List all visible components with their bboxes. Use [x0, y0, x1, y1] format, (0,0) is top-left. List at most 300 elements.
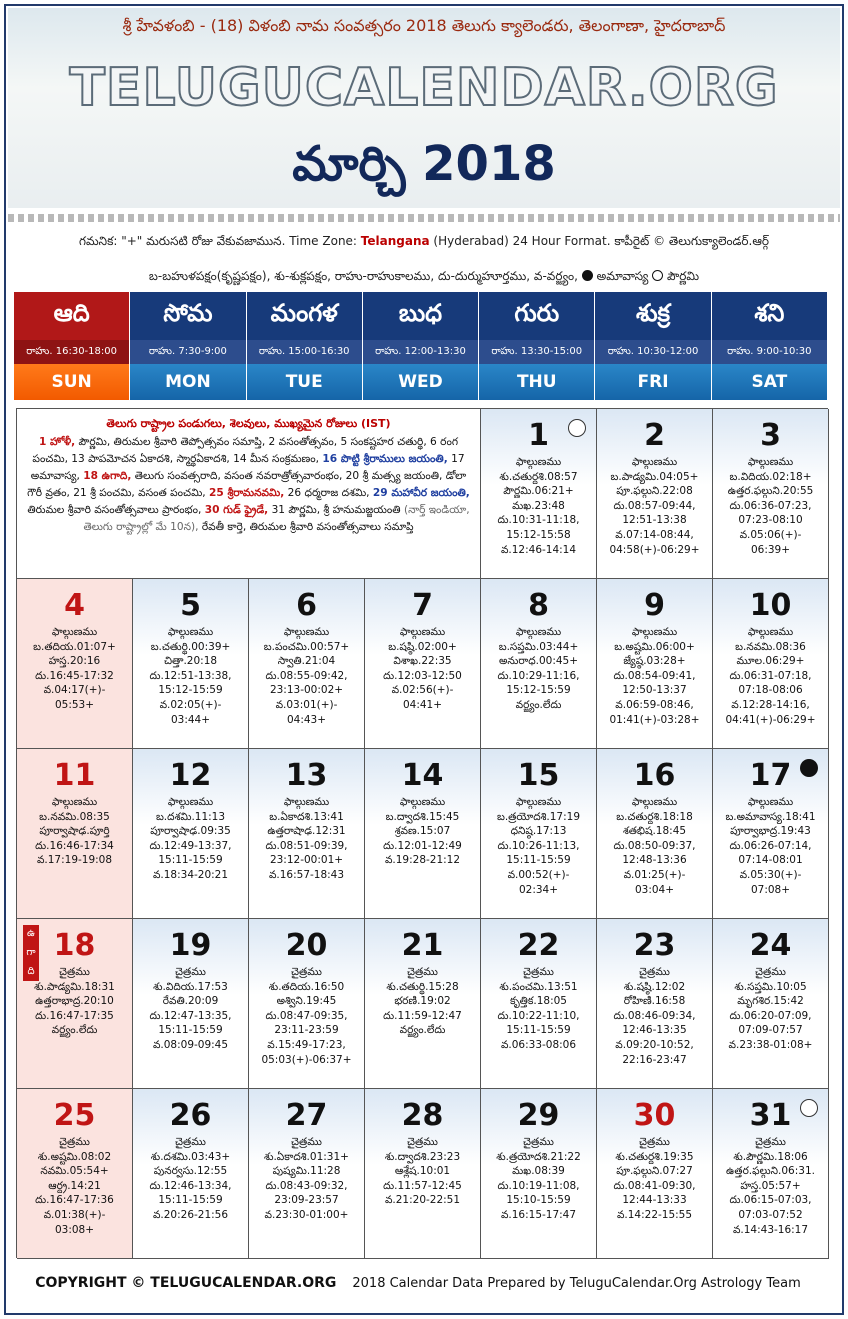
weekday-column: [363, 292, 479, 400]
panchang-line: బ.పాడ్యమి.04:05+: [610, 470, 699, 483]
panchang-details: [133, 625, 248, 727]
panchang-line: ఫాల్గుణము: [283, 626, 330, 638]
panchang-line: దు.06:15-07:03,: [729, 1194, 812, 1207]
full-moon-icon: [800, 1099, 818, 1117]
day-number: 13: [285, 758, 328, 793]
weekday-eng: MON: [130, 364, 245, 400]
panchang-line: దు.12:01-12:49: [383, 839, 462, 852]
panchang-line: 01:41(+)-03:28+: [609, 713, 700, 726]
weekday-column: [479, 292, 595, 400]
panchang-line: బ.అష్టమి.06:00+: [614, 640, 695, 653]
day-cell[interactable]: [249, 749, 365, 919]
day-number: 15: [517, 758, 560, 793]
panchang-line: బ.షష్ఠి.02:00+: [388, 640, 457, 653]
new-moon-icon: [800, 759, 818, 777]
panchang-details: [481, 795, 596, 897]
panchang-details: [597, 1135, 712, 1223]
weekday-tel: మంగళ: [247, 292, 362, 340]
day-number: 31: [749, 1098, 792, 1133]
panchang-line: ఫాల్గుణము: [167, 626, 214, 638]
ornament-divider: [8, 214, 840, 222]
panchang-line: శ్రవణ.15:07: [394, 825, 451, 838]
panchang-line: బ.సప్తమి.03:44+: [498, 640, 579, 653]
day-cell[interactable]: [133, 749, 249, 919]
day-number: 2: [644, 418, 665, 453]
day-cell[interactable]: [481, 919, 597, 1089]
panchang-line: పూర్వాషాఢ.పూర్తి: [39, 825, 110, 838]
panchang-line: దు.06:26-07:14,: [729, 839, 812, 852]
weekday-rahu: రాహు. 15:00-16:30: [247, 340, 362, 364]
panchang-line: మఖ.08:39: [512, 1165, 565, 1178]
weekday-tel: ఆది: [14, 292, 129, 340]
panchang-line: ఉత్తర.ఫల్గుని.06:31.: [726, 1165, 815, 1178]
panchang-line: ఆర్ద్ర.14:21: [48, 1179, 101, 1192]
panchang-details: [713, 795, 828, 897]
panchang-line: చైత్రము: [175, 1136, 206, 1148]
day-cell[interactable]: [17, 749, 133, 919]
panchang-line: హస్త.20:16: [48, 655, 101, 668]
panchang-line: మూల.06:29+: [736, 655, 805, 668]
panchang-line: దు.12:47-13:35,: [149, 1009, 232, 1022]
panchang-line: వ.12:28-14:16,: [731, 698, 810, 711]
panchang-line: వ.17:19-19:08: [36, 854, 113, 867]
panchang-line: దు.08:54-09:41,: [613, 669, 696, 682]
panchang-line: వ.20:26-21:56: [152, 1208, 229, 1221]
panchang-line: వ.09:20-10:52,: [615, 1038, 694, 1051]
new-moon-icon: [582, 270, 593, 281]
panchang-line: ఫాల్గుణము: [747, 626, 794, 638]
panchang-line: దు.16:47-17:35: [35, 1009, 114, 1022]
panchang-line: పునర్వసు.12:55: [153, 1165, 228, 1178]
ugadi-badge: [23, 925, 39, 981]
panchang-line: ఫాల్గుణము: [51, 626, 98, 638]
panchang-line: 23:09-23:57: [274, 1194, 339, 1207]
panchang-line: 07:14-08:01: [738, 854, 803, 867]
day-number: 20: [285, 928, 328, 963]
panchang-line: 15:12-15:59: [158, 684, 223, 697]
panchang-details: [713, 625, 828, 727]
panchang-details: [597, 455, 712, 557]
panchang-line: వ.18:34-20:21: [152, 868, 229, 881]
day-number: 1: [528, 418, 549, 453]
panchang-line: ఫాల్గుణము: [167, 796, 214, 808]
panchang-line: వ.06:33-08:06: [500, 1038, 577, 1051]
panchang-line: దు.08:50-09:37,: [613, 839, 696, 852]
panchang-line: వ.08:09-09:45: [152, 1038, 229, 1051]
legend-text: బ-బహుళపక్షం(కృష్ణపక్షం), శు-శుక్లపక్షం, రాహు-రాహుకాలము, దు-దుర్ముహూర్తము, వ-వర్జ్యం,: [148, 269, 578, 283]
panchang-details: [365, 965, 480, 1038]
festival-ugadi: 18 ఉగాది,: [83, 470, 132, 482]
day-number: 29: [517, 1098, 560, 1133]
panchang-line: శు.దశమి.03:43+: [150, 1150, 231, 1163]
day-cell[interactable]: [365, 1089, 481, 1259]
day-number: 3: [760, 418, 781, 453]
panchang-line: దు.08:46-09:34,: [613, 1009, 696, 1022]
panchang-line: పూ.ఫల్గుని.22:08: [616, 485, 693, 498]
panchang-line: దు.11:59-12:47: [383, 1009, 462, 1022]
panchang-line: దు.10:26-11:13,: [497, 839, 580, 852]
weekday-eng: THU: [479, 364, 594, 400]
panchang-line: 15:11-15:59: [506, 854, 571, 867]
day-number: 24: [749, 928, 792, 963]
weekday-tel: శని: [712, 292, 827, 340]
day-cell[interactable]: [133, 919, 249, 1089]
panchang-details: [133, 795, 248, 883]
day-cell[interactable]: [17, 1089, 133, 1259]
panchang-line: దు.12:49-13:37,: [149, 839, 232, 852]
festival-potti-sriramulu: 16 పొట్టి శ్రీరాములు జయంతి,: [322, 453, 448, 465]
day-number: 28: [401, 1098, 444, 1133]
day-cell[interactable]: [481, 579, 597, 749]
panchang-line: పౌర్ణమి.06:21+: [503, 485, 574, 498]
day-cell[interactable]: [249, 1089, 365, 1259]
panchang-details: [249, 965, 364, 1067]
panchang-line: చైత్రము: [639, 966, 670, 978]
panchang-line: 02:34+: [518, 883, 559, 896]
telugu-year-title: శ్రీ హేవళంబి - (18) విళంబి నామ సంవత్సరం 2018 తెలుగు క్యాలెండరు, తెలంగాణా, హైదరాబాద్: [122, 16, 726, 35]
panchang-line: ధనిష్ఠ.17:13: [510, 825, 567, 838]
panchang-line: శు.చతుర్దశి.19:35: [615, 1150, 694, 1163]
panchang-line: దు.12:03-12:50: [383, 669, 462, 682]
panchang-line: వర్జ్యం.లేదు: [515, 698, 562, 711]
panchang-line: ఫాల్గుణము: [747, 796, 794, 808]
day-number: 23: [633, 928, 676, 963]
panchang-details: [481, 625, 596, 713]
day-number: 16: [633, 758, 676, 793]
panchang-line: 07:03-07:52: [738, 1208, 803, 1221]
panchang-line: 07:09-07:57: [738, 1024, 803, 1037]
ugadi-letter: ది: [27, 965, 35, 977]
festival-sri-rama-navami: 25 శ్రీరామనవమి,: [209, 487, 285, 499]
panchang-details: [713, 965, 828, 1053]
panchang-line: శు.తదియ.16:50: [268, 980, 345, 993]
day-cell[interactable]: [365, 579, 481, 749]
panchang-line: శు.పంచమి.13:51: [499, 980, 578, 993]
ugadi-letter: ఉ: [27, 928, 35, 940]
panchang-line: చిత్తా.20:18: [163, 655, 218, 668]
panchang-line: జ్యేష్ఠ.03:28+: [623, 655, 686, 668]
day-cell[interactable]: [597, 1089, 713, 1259]
panchang-line: 15:11-15:59: [158, 854, 223, 867]
day-number: 4: [64, 588, 85, 623]
panchang-line: దు.08:47-09:35,: [265, 1009, 348, 1022]
day-number: 27: [285, 1098, 328, 1133]
panchang-line: శు.విదియ.17:53: [153, 980, 228, 993]
panchang-line: 05:03(+)-06:37+: [261, 1053, 352, 1066]
panchang-line: చైత్రము: [755, 1136, 786, 1148]
panchang-line: దు.10:22-11:10,: [497, 1009, 580, 1022]
panchang-line: వ.01:25(+)-: [623, 868, 686, 881]
panchang-details: [249, 795, 364, 883]
panchang-line: 15:11-15:59: [158, 1024, 223, 1037]
panchang-line: బ.నవమి.08:36: [735, 640, 806, 653]
day-number: 11: [53, 758, 96, 793]
day-number: 9: [644, 588, 665, 623]
panchang-line: చైత్రము: [523, 966, 554, 978]
weekday-column: [712, 292, 828, 400]
panchang-line: చైత్రము: [755, 966, 786, 978]
panchang-line: చైత్రము: [59, 1136, 90, 1148]
panchang-line: మృగశిర.15:42: [737, 995, 804, 1008]
day-cell[interactable]: [713, 749, 829, 919]
day-cell[interactable]: [713, 579, 829, 749]
panchang-line: వ.21:20-22:51: [384, 1194, 461, 1207]
panchang-line: 07:08+: [750, 883, 791, 896]
day-number: 12: [169, 758, 212, 793]
panchang-line: బ.అమావాస్య.18:41: [725, 810, 816, 823]
panchang-line: 03:08+: [54, 1223, 95, 1236]
panchang-line: దు.08:51-09:39,: [265, 839, 348, 852]
panchang-details: [365, 625, 480, 713]
panchang-line: ఫాల్గుణము: [51, 796, 98, 808]
day-number: 10: [749, 588, 792, 623]
panchang-line: ఉత్తరాభాద్ర.20:10: [35, 995, 114, 1008]
weekday-rahu: రాహు. 9:00-10:30: [712, 340, 827, 364]
festival-good-friday: 30 గుడ్ ఫ్రైడే,: [204, 504, 269, 516]
panchang-line: దు.10:19-11:08,: [497, 1179, 580, 1192]
day-number: 30: [633, 1098, 676, 1133]
panchang-line: వ.23:38-01:08+: [728, 1038, 813, 1051]
panchang-line: దు.10:31-11:18,: [497, 514, 580, 527]
panchang-line: 07:23-08:10: [738, 514, 803, 527]
panchang-line: చైత్రము: [407, 966, 438, 978]
panchang-details: [481, 965, 596, 1053]
panchang-line: 15:12-15:58: [506, 528, 571, 541]
day-cell[interactable]: [365, 919, 481, 1089]
weekday-rahu: రాహు. 12:00-13:30: [363, 340, 478, 364]
weekday-eng: WED: [363, 364, 478, 400]
panchang-line: రోహిణి.16:58: [623, 995, 686, 1008]
panchang-line: శు.పాడ్యమి.18:31: [34, 980, 115, 993]
day-number: 6: [296, 588, 317, 623]
panchang-line: దు.06:36-07:23,: [729, 499, 812, 512]
panchang-line: శతభిష.18:45: [622, 825, 687, 838]
timezone-note: [6, 234, 842, 251]
panchang-line: దు.11:57-12:45: [383, 1179, 462, 1192]
panchang-line: బ.ద్వాదశి.15:45: [385, 810, 460, 823]
panchang-details: [713, 455, 828, 557]
panchang-line: శు.త్రయోదశి.21:22: [496, 1150, 581, 1163]
panchang-line: 22:16-23:47: [622, 1053, 687, 1066]
festival-text: తెలుగు సంవత్సరాది, వసంత నవరాత్రోత్సవారంభం, 20 శ్రీ మత్స్య జయంతి, డోలా గౌరీ వ్రతం, 21 శ్రీ పంచమి, వసంత పంచమి,: [27, 470, 467, 499]
day-cell[interactable]: [597, 579, 713, 749]
panchang-line: బ.చతుర్దశి.18:18: [616, 810, 693, 823]
day-number: 25: [53, 1098, 96, 1133]
panchang-line: చైత్రము: [407, 1136, 438, 1148]
panchang-line: చైత్రము: [291, 966, 322, 978]
panchang-line: 06:39+: [750, 543, 791, 556]
panchang-details: [17, 625, 132, 713]
panchang-line: 15:11-15:59: [158, 1194, 223, 1207]
panchang-line: 23:12-00:01+: [269, 854, 344, 867]
panchang-details: [17, 1135, 132, 1237]
panchang-line: వ.14:43-16:17: [732, 1223, 809, 1236]
weekday-rahu: రాహు. 10:30-12:00: [595, 340, 710, 364]
weekday-tel: బుధ: [363, 292, 478, 340]
panchang-line: శు.షష్ఠి.12:02: [623, 980, 686, 993]
weekday-eng: TUE: [247, 364, 362, 400]
day-cell[interactable]: [713, 919, 829, 1089]
calendar-grid: [16, 408, 828, 1258]
day-cell[interactable]: [249, 579, 365, 749]
panchang-line: 12:51-13:38: [622, 514, 687, 527]
panchang-line: బ.నవమి.08:35: [39, 810, 110, 823]
panchang-details: [17, 795, 132, 868]
day-cell[interactable]: [481, 409, 597, 579]
panchang-line: వ.05:30(+)-: [739, 868, 802, 881]
panchang-line: దు.16:46-17:34: [35, 839, 114, 852]
day-cell[interactable]: [713, 409, 829, 579]
weekday-tel: శుక్ర: [595, 292, 710, 340]
panchang-line: 04:43+: [286, 713, 327, 726]
panchang-line: వ.00:52(+)-: [507, 868, 570, 881]
panchang-line: పూర్వాభాద్ర.19:43: [730, 825, 811, 838]
panchang-line: కృత్తిక.18:05: [510, 995, 567, 1008]
day-cell[interactable]: [597, 919, 713, 1089]
panchang-line: శు.ద్వాదశి.23:23: [384, 1150, 461, 1163]
day-cell[interactable]: [17, 579, 133, 749]
festival-text: పౌర్ణమి, తిరుమల శ్రీవారి తెప్పోత్సవం సమాప్తి, 2 వసంతోత్సవం, 5 సంకష్టహర చతుర్థి, 6 రంగ పంచమి, 13 పాపమోచన ఏకాదశి, స్మార్థఏకాదశి, 14 మీన సంక్రమణం,: [32, 436, 458, 465]
panchang-line: శు.అష్టమి.08:02: [37, 1150, 112, 1163]
panchang-line: ఫాల్గుణము: [515, 626, 562, 638]
panchang-details: [133, 965, 248, 1053]
panchang-line: 23:13-00:02+: [269, 684, 344, 697]
panchang-line: ఉత్తర.ఫల్గుని.20:55: [727, 485, 814, 498]
weekday-eng: FRI: [595, 364, 710, 400]
day-cell[interactable]: [365, 749, 481, 919]
weekday-header: [14, 292, 828, 400]
day-cell[interactable]: [597, 749, 713, 919]
festival-mahavir-jayanti: 29 మహావీర జయంతి,: [372, 487, 470, 499]
panchang-line: చైత్రము: [59, 966, 90, 978]
panchang-line: దు.12:46-13:34,: [149, 1179, 232, 1192]
panchang-line: దు.16:45-17:32: [35, 669, 114, 682]
panchang-details: [481, 1135, 596, 1223]
day-cell[interactable]: [17, 919, 133, 1089]
panchang-line: 04:41(+)-06:29+: [725, 713, 816, 726]
day-number: 17: [749, 758, 792, 793]
panchang-line: బ.ఏకాదశి.13:41: [269, 810, 344, 823]
panchang-line: ఫాల్గుణము: [283, 796, 330, 808]
panchang-line: చైత్రము: [175, 966, 206, 978]
panchang-line: బ.చతుర్థి.00:39+: [150, 640, 231, 653]
panchang-line: 07:18-08:06: [738, 684, 803, 697]
day-cell[interactable]: [133, 579, 249, 749]
weekday-column: [130, 292, 246, 400]
festival-text: 31 పౌర్ణమి, శ్రీ హనుమజ్జయంతి: [268, 504, 404, 516]
festival-text: రేవతీ కార్తె, తిరుమల శ్రీవారి వసంతోత్సవాలు సమాప్తి: [198, 521, 414, 533]
panchang-line: బ.దశమి.11:13: [155, 810, 226, 823]
weekday-column: [14, 292, 130, 400]
weekday-rahu: రాహు. 16:30-18:00: [14, 340, 129, 364]
day-number: 26: [169, 1098, 212, 1133]
note-region: Telangana: [360, 234, 430, 248]
panchang-line: 23:11-23:59: [274, 1024, 339, 1037]
panchang-line: వర్జ్యం.లేదు: [399, 1024, 446, 1037]
panchang-line: ఫాల్గుణము: [631, 456, 678, 468]
weekday-column: [595, 292, 711, 400]
weekday-eng: SAT: [712, 364, 827, 400]
panchang-details: [481, 455, 596, 557]
panchang-line: వ.12:46-14:14: [500, 543, 577, 556]
weekday-eng: SUN: [14, 364, 129, 400]
panchang-line: వ.03:01(+)-: [275, 698, 338, 711]
day-cell[interactable]: [481, 749, 597, 919]
panchang-line: మఖ.23:48: [512, 499, 565, 512]
panchang-details: [365, 1135, 480, 1208]
day-cell[interactable]: [481, 1089, 597, 1259]
panchang-line: శు.చతుర్థి.15:28: [386, 980, 459, 993]
panchang-details: [365, 795, 480, 868]
festival-holi: 1 హోళీ,: [38, 436, 76, 448]
panchang-line: నవమి.05:54+: [40, 1165, 109, 1178]
panchang-line: చైత్రము: [523, 1136, 554, 1148]
panchang-line: దు.12:51-13:38,: [149, 669, 232, 682]
weekday-column: [247, 292, 363, 400]
note-prefix: గమనిక: "+" మరుసటి రోజు వేకువజామున. Time Zone:: [78, 234, 361, 248]
panchang-line: రేవతి.20:09: [162, 995, 219, 1008]
legend-full-moon: పౌర్ణమి: [667, 269, 700, 283]
panchang-line: బ.విదియ.02:18+: [729, 470, 812, 483]
day-cell[interactable]: [133, 1089, 249, 1259]
weekday-tel: సోమ: [130, 292, 245, 340]
panchang-line: వ.07:14-08:44,: [615, 528, 694, 541]
abbreviation-legend: [6, 269, 842, 286]
weekday-rahu: రాహు. 13:30-15:00: [479, 340, 594, 364]
panchang-line: శు.సప్తమి.10:05: [734, 980, 807, 993]
panchang-line: అశ్విని.19:45: [276, 995, 337, 1008]
panchang-line: దు.08:55-09:42,: [265, 669, 348, 682]
site-logo[interactable]: TELUGUCALENDAR.ORG: [69, 58, 779, 118]
day-number: 5: [180, 588, 201, 623]
ugadi-letter: గా: [26, 946, 36, 958]
panchang-details: [713, 1135, 828, 1237]
panchang-line: బ.తదియ.01:07+: [33, 640, 116, 653]
panchang-line: పూర్వాషాఢ.09:35: [150, 825, 231, 838]
panchang-line: వ.06:59-08:46,: [615, 698, 694, 711]
panchang-line: ఫాల్గుణము: [399, 796, 446, 808]
panchang-line: వ.19:28-21:12: [384, 854, 461, 867]
panchang-line: చైత్రము: [291, 1136, 322, 1148]
day-number: 14: [401, 758, 444, 793]
panchang-line: శు.పౌర్ణమి.18:06: [733, 1150, 808, 1163]
panchang-line: వ.15:49-17:23,: [267, 1038, 346, 1051]
panchang-line: ఉత్తరాషాఢ.12:31: [267, 825, 346, 838]
panchang-line: వ.05:06(+)-: [739, 528, 802, 541]
panchang-line: 15:11-15:59: [506, 1024, 571, 1037]
panchang-line: వ.16:57-18:43: [268, 868, 345, 881]
month-title: మార్చి 2018: [292, 136, 556, 192]
panchang-details: [249, 1135, 364, 1223]
panchang-line: పూ.ఫల్గుని.07:27: [616, 1165, 693, 1178]
day-cell[interactable]: [249, 919, 365, 1089]
panchang-line: 12:44-13:33: [622, 1194, 687, 1207]
panchang-line: వ.01:38(+)-: [43, 1208, 106, 1221]
panchang-line: వ.16:15-17:47: [500, 1208, 577, 1221]
day-cell[interactable]: [597, 409, 713, 579]
panchang-line: ఆశ్లేష.10:01: [394, 1165, 451, 1178]
header: [8, 8, 840, 208]
day-cell[interactable]: [713, 1089, 829, 1259]
footer: [2, 1265, 834, 1301]
panchang-details: [597, 625, 712, 727]
legend-new-moon: అమావాస్య: [596, 269, 649, 283]
panchang-line: 05:53+: [54, 698, 95, 711]
panchang-line: 12:48-13:36: [622, 854, 687, 867]
panchang-line: 15:10-15:59: [506, 1194, 571, 1207]
panchang-line: స్వాతి.21:04: [277, 655, 336, 668]
day-number: 18: [53, 928, 96, 963]
